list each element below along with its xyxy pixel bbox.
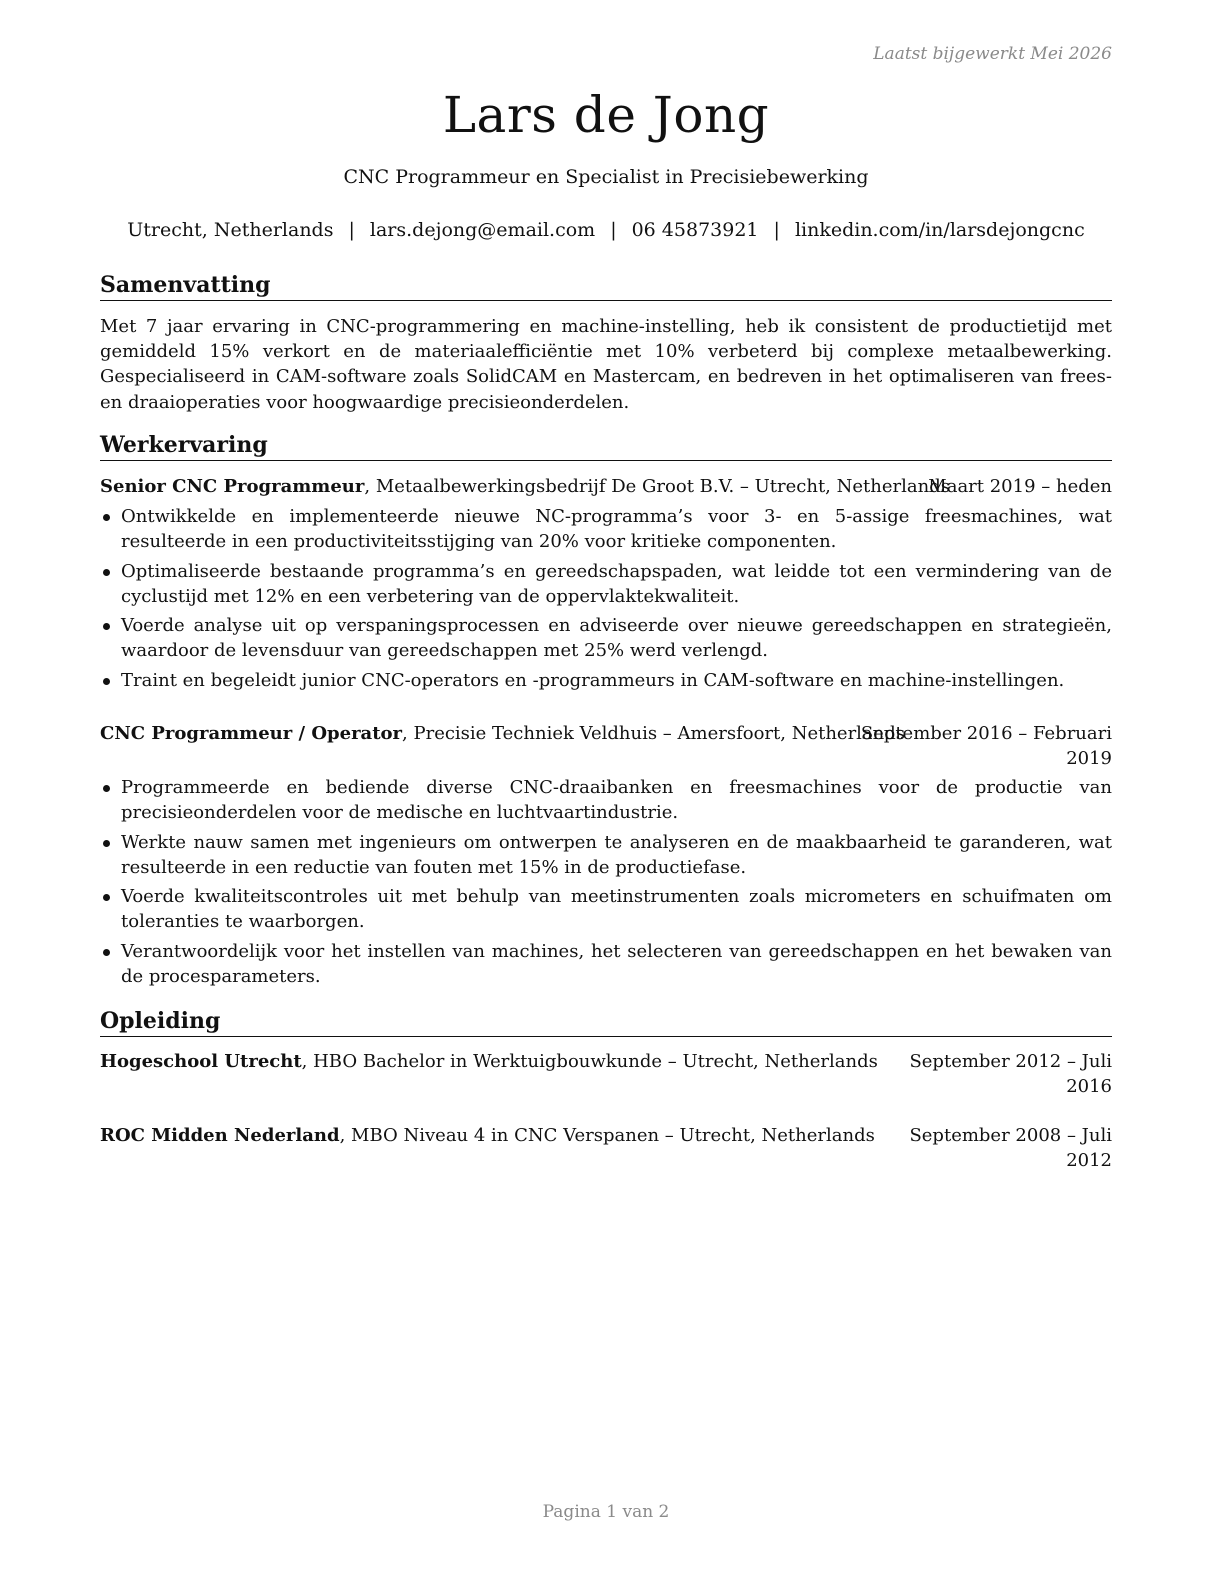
section-title-experience: Werkervaring — [100, 431, 1112, 461]
section-title-summary: Samenvatting — [100, 271, 1112, 301]
section-title-education: Opleiding — [100, 1007, 1112, 1037]
bullet-icon — [103, 623, 110, 630]
education-school: ROC Midden Nederland — [100, 1125, 340, 1146]
job-company: , Metaalbewerkingsbedrijf De Groot B.V. – Utrecht, Netherlands — [364, 476, 950, 497]
bullet-icon — [103, 569, 110, 576]
job-bullet: Voerde analyse uit op verspaningsprocessen en adviseerde over nieuwe gereedschappen en strategieën, waardoor de levensduur van gereedschappen met 25% werd verlengd. — [100, 613, 1112, 663]
page-number: Pagina 1 van 2 — [542, 1502, 670, 1522]
contact-phone: 06 45873921 — [631, 219, 759, 241]
job-dates: September 2016 – Februari 2019 — [860, 723, 1112, 769]
bullet-icon — [103, 949, 110, 956]
contact-email[interactable]: lars.dejong@email.com — [369, 219, 596, 241]
education-school: Hogeschool Utrecht — [100, 1051, 302, 1072]
contact-line — [100, 219, 1112, 241]
job-bullet: Optimaliseerde bestaande programma’s en gereedschapspaden, wat leidde tot een vermindering van de cyclustijd met 12% en een verbetering van de oppervlaktekwaliteit. — [100, 559, 1112, 609]
contact-separator: | — [773, 219, 780, 241]
education-degree: , HBO Bachelor in Werktuigbouwkunde – Utrecht, Netherlands — [301, 1051, 878, 1072]
job-bullet-list — [100, 504, 1112, 697]
bullet-icon — [103, 514, 110, 521]
job-bullet: Traint en begeleidt junior CNC-operators en -programmeurs in CAM-software en machine-instellingen. — [100, 668, 1112, 693]
contact-separator: | — [348, 219, 355, 241]
job-bullet: Voerde kwaliteitscontroles uit met behulp van meetinstrumenten zoals micrometers en schuifmaten om toleranties te waarborgen. — [100, 884, 1112, 934]
summary-text: Met 7 jaar ervaring in CNC-programmering en machine-instelling, heb ik consistent de productietijd met gemiddeld 15% verkort en de materiaalefficiëntie met 10% verbeterd bij complexe metaalbewerking. Gespecialiseerd in CAM-software zoals SolidCAM en Mastercam, en bedreven in het optimaliseren van frees- en draaioperaties voor hoogwaardige precisieonderdelen. — [100, 316, 1112, 413]
resume-page — [100, 0, 1112, 1584]
bullet-icon — [103, 840, 110, 847]
candidate-headline: CNC Programmeur en Specialist in Precisiebewerking — [343, 166, 869, 188]
job-bullet-list — [100, 775, 1112, 993]
contact-separator: | — [610, 219, 617, 241]
job-bullet: Programmeerde en bediende diverse CNC-draaibanken en freesmachines voor de productie van precisieonderdelen voor de medische en luchtvaartindustrie. — [100, 775, 1112, 825]
last-updated-note: Laatst bijgewerkt Mei 2026 — [873, 44, 1112, 64]
contact-linkedin[interactable]: linkedin.com/in/larsdejongcnc — [794, 219, 1085, 241]
job-role: Senior CNC Programmeur — [100, 476, 365, 497]
job-company: , Precisie Techniek Veldhuis – Amersfoort, Netherlands — [402, 723, 906, 744]
job-dates: Maart 2019 – heden — [928, 476, 1112, 497]
job-role: CNC Programmeur / Operator — [100, 723, 403, 744]
education-degree: , MBO Niveau 4 in CNC Verspanen – Utrecht, Netherlands — [339, 1125, 875, 1146]
contact-location: Utrecht, Netherlands — [127, 219, 334, 241]
education-dates: September 2012 – Juli 2016 — [909, 1051, 1112, 1097]
job-bullet: Werkte nauw samen met ingenieurs om ontwerpen te analyseren en de maakbaarheid te garanderen, wat resulteerde in een reductie van fouten met 15% in de productiefase. — [100, 830, 1112, 880]
education-dates: September 2008 – Juli 2012 — [909, 1125, 1112, 1171]
job-bullet: Ontwikkelde en implementeerde nieuwe NC-programma’s voor 3- en 5-assige freesmachines, wat resulteerde in een productiviteitsstijging van 20% voor kritieke componenten. — [100, 504, 1112, 554]
candidate-name: Lars de Jong — [442, 86, 770, 144]
job-bullet: Verantwoordelijk voor het instellen van machines, het selecteren van gereedschappen en het bewaken van de procesparameters. — [100, 939, 1112, 989]
bullet-icon — [103, 785, 110, 792]
bullet-icon — [103, 678, 110, 685]
bullet-icon — [103, 894, 110, 901]
